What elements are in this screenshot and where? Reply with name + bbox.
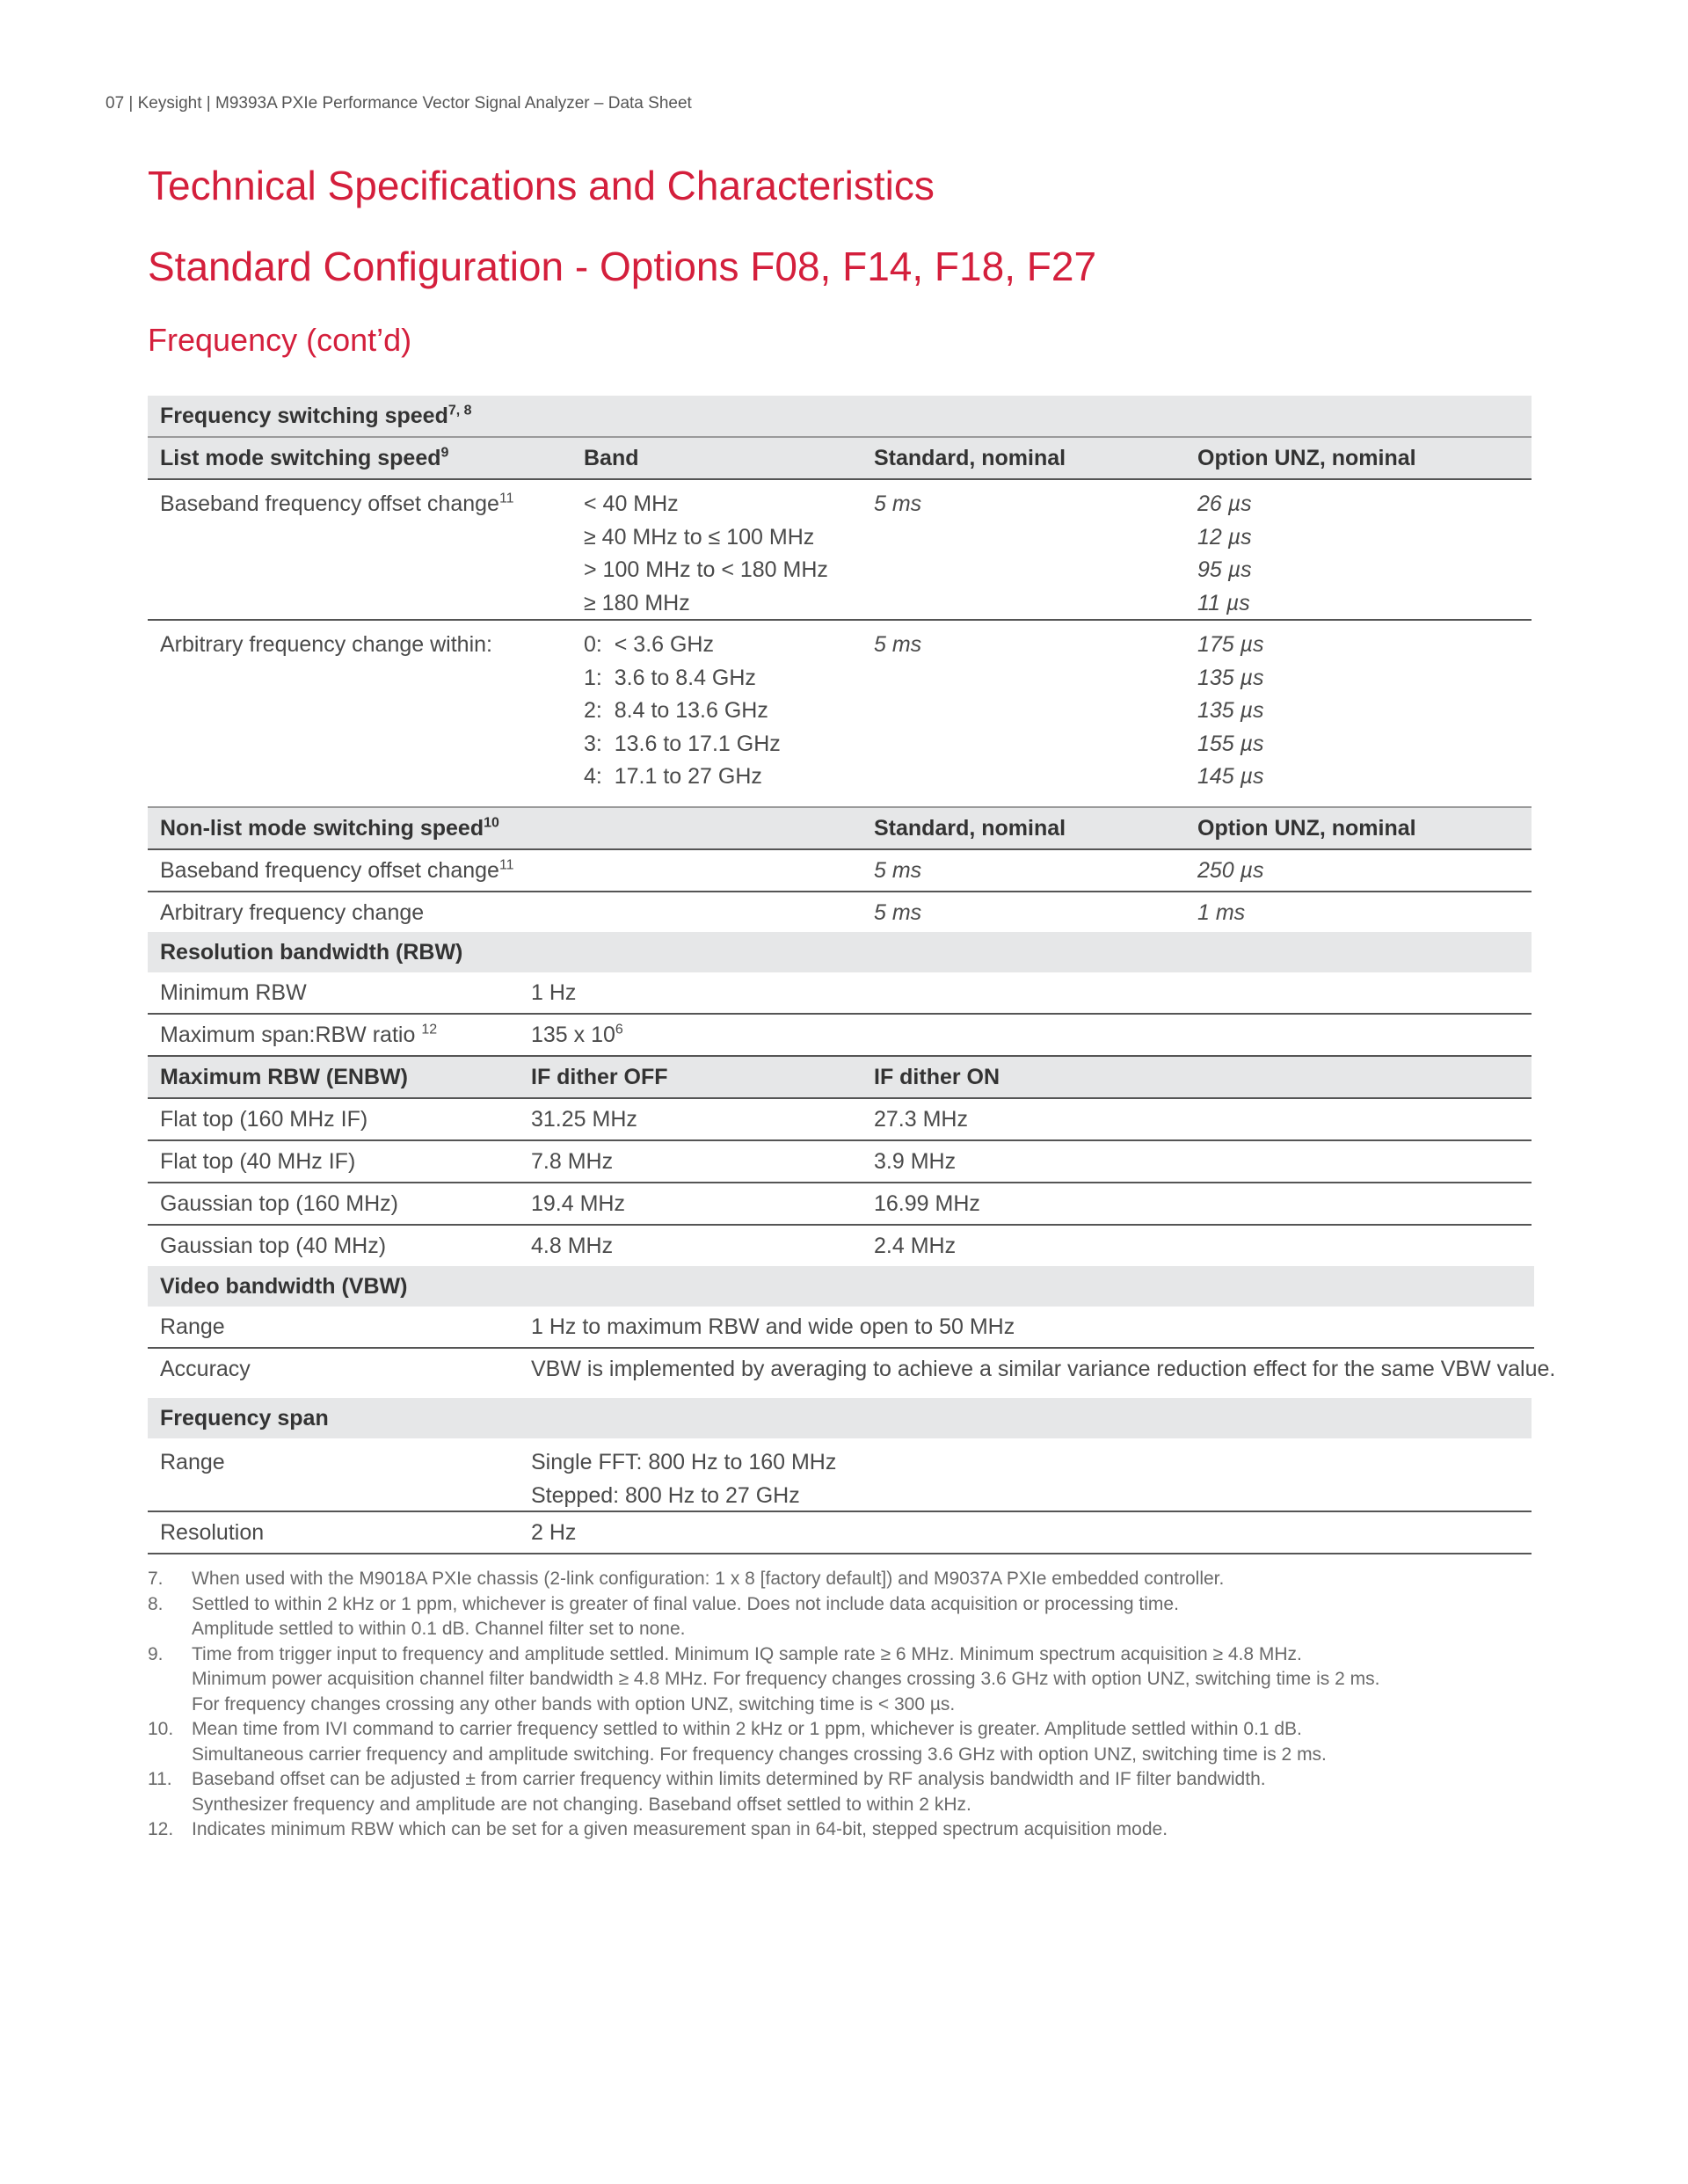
table-row: Range 1 Hz to maximum RBW and wide open to 50 MHz <box>148 1307 1534 1349</box>
table-row: Maximum span:RBW ratio $^{12}$ 135 x $10^6$ <box>148 1015 1532 1057</box>
footnote: 11. Baseband offset can be adjusted ± from carrier frequency within limits determined by RF analysis bandwidth and IF filter bandwidth. Synthesizer frequency and amplitude are not changing. Baseband offset settled to within 2 kHz. <box>148 1769 1266 1815</box>
footnote: 10. Mean time from IVI command to carrier frequency settled to within 2 kHz or 1 ppm, whichever is greater. Amplitude settled within 0.1 dB. Simultaneous carrier frequency and amplitude switching. For frequency changes crossing 3.6 GHz with option UNZ, switching time is 2 ms. <box>148 1719 1327 1765</box>
footnote: 9. Time from trigger input to frequency and amplitude settled. Minimum IQ sample rate ≥ 6 MHz. Minimum spectrum acquisition ≥ 4.8 MHz. Minimum power acquisition channel filter bandwidth ≥ 4.8 MHz. For frequency changes crossing 3.6 GHz with option UNZ, switching time is 2 ms. For frequency changes crossing any other bands with option UNZ, switching time is < 300 µs. <box>148 1643 1380 1714</box>
table-row: Accuracy VBW is implemented by averaging to achieve a similar variance reduction effect for the same VBW value. <box>160 1357 1556 1381</box>
table-section-header: Resolution bandwidth (RBW) <box>148 932 1532 972</box>
table-section-header: Frequency switching speed$^{7, 8}$ <box>148 396 1532 438</box>
switching-speed-table <box>148 396 1532 933</box>
section-title: Frequency (cont’d) <box>148 322 412 358</box>
table-row: Baseband frequency offset change$^{11}$ 5 ms 250 µs <box>148 850 1532 892</box>
table-row: Gaussian top (160 MHz) 19.4 MHz 16.99 MHz <box>148 1183 1532 1226</box>
page-header: 07 | Keysight | M9393A PXIe Performance Vector Signal Analyzer – Data Sheet <box>106 94 692 113</box>
rbw-table <box>148 932 1532 1266</box>
table-column-header: List mode switching speed$^9$ Band Standard, nominal Option UNZ, nominal <box>148 438 1532 480</box>
table-row: Range Single FFT: 800 Hz to 160 MHz Stepped: 800 Hz to 27 GHz <box>148 1438 1532 1512</box>
footnotes <box>148 1567 1554 1843</box>
table-column-header: Non-list mode switching speed$^{10}$ Standard, nominal Option UNZ, nominal <box>148 806 1532 850</box>
page-title: Technical Specifications and Characteristics <box>148 163 935 208</box>
table-row: Baseband frequency offset change$^{11}$ < 40 MHz ≥ 40 MHz to ≤ 100 MHz > 100 MHz to < 180 MHz ≥ 180 MHz 5 ms 26 µs 12 µs 95 µs 11 µs <box>148 480 1532 621</box>
table-row: Arbitrary frequency change within: 0: < 3.6 GHz 1: 3.6 to 8.4 GHz 2: 8.4 to 13.6 GHz 3: 13.6 to 17.1 GHz 4: 17.1 to 27 GHz 5 ms 175 µs 135 µs 135 µs 155 µs 145 µs <box>160 632 1264 789</box>
table-row: Arbitrary frequency change 5 ms 1 ms <box>160 900 1246 925</box>
page-subtitle: Standard Configuration - Options F08, F14, F18, F27 <box>148 244 1097 289</box>
footnote: 7. When used with the M9018A PXIe chassis (2-link configuration: 1 x 8 [factory default]) and M9037A PXIe embedded controller. <box>148 1569 1225 1589</box>
table-column-header: Maximum RBW (ENBW) IF dither OFF IF dither ON <box>148 1057 1532 1099</box>
span-table <box>148 1398 1532 1554</box>
table-row: Minimum RBW 1 Hz <box>148 972 1532 1015</box>
table-row: Flat top (160 MHz IF) 31.25 MHz 27.3 MHz <box>148 1099 1532 1141</box>
table-row: Resolution 2 Hz <box>148 1512 1532 1554</box>
table-row: Gaussian top (40 MHz) 4.8 MHz 2.4 MHz <box>160 1234 957 1258</box>
vbw-table <box>148 1266 1556 1389</box>
footnote: 12. Indicates minimum RBW which can be set for a given measurement span in 64-bit, stepped spectrum acquisition mode. <box>148 1819 1168 1839</box>
footnote: 8. Settled to within 2 kHz or 1 ppm, whichever is greater of final value. Does not include data acquisition or processing time. Amplitude settled to within 0.1 dB. Channel filter set to none. <box>148 1593 1179 1639</box>
table-section-header: Frequency span <box>148 1398 1532 1438</box>
table-row: Flat top (40 MHz IF) 7.8 MHz 3.9 MHz <box>148 1141 1532 1183</box>
table-section-header: Video bandwidth (VBW) <box>148 1266 1534 1307</box>
